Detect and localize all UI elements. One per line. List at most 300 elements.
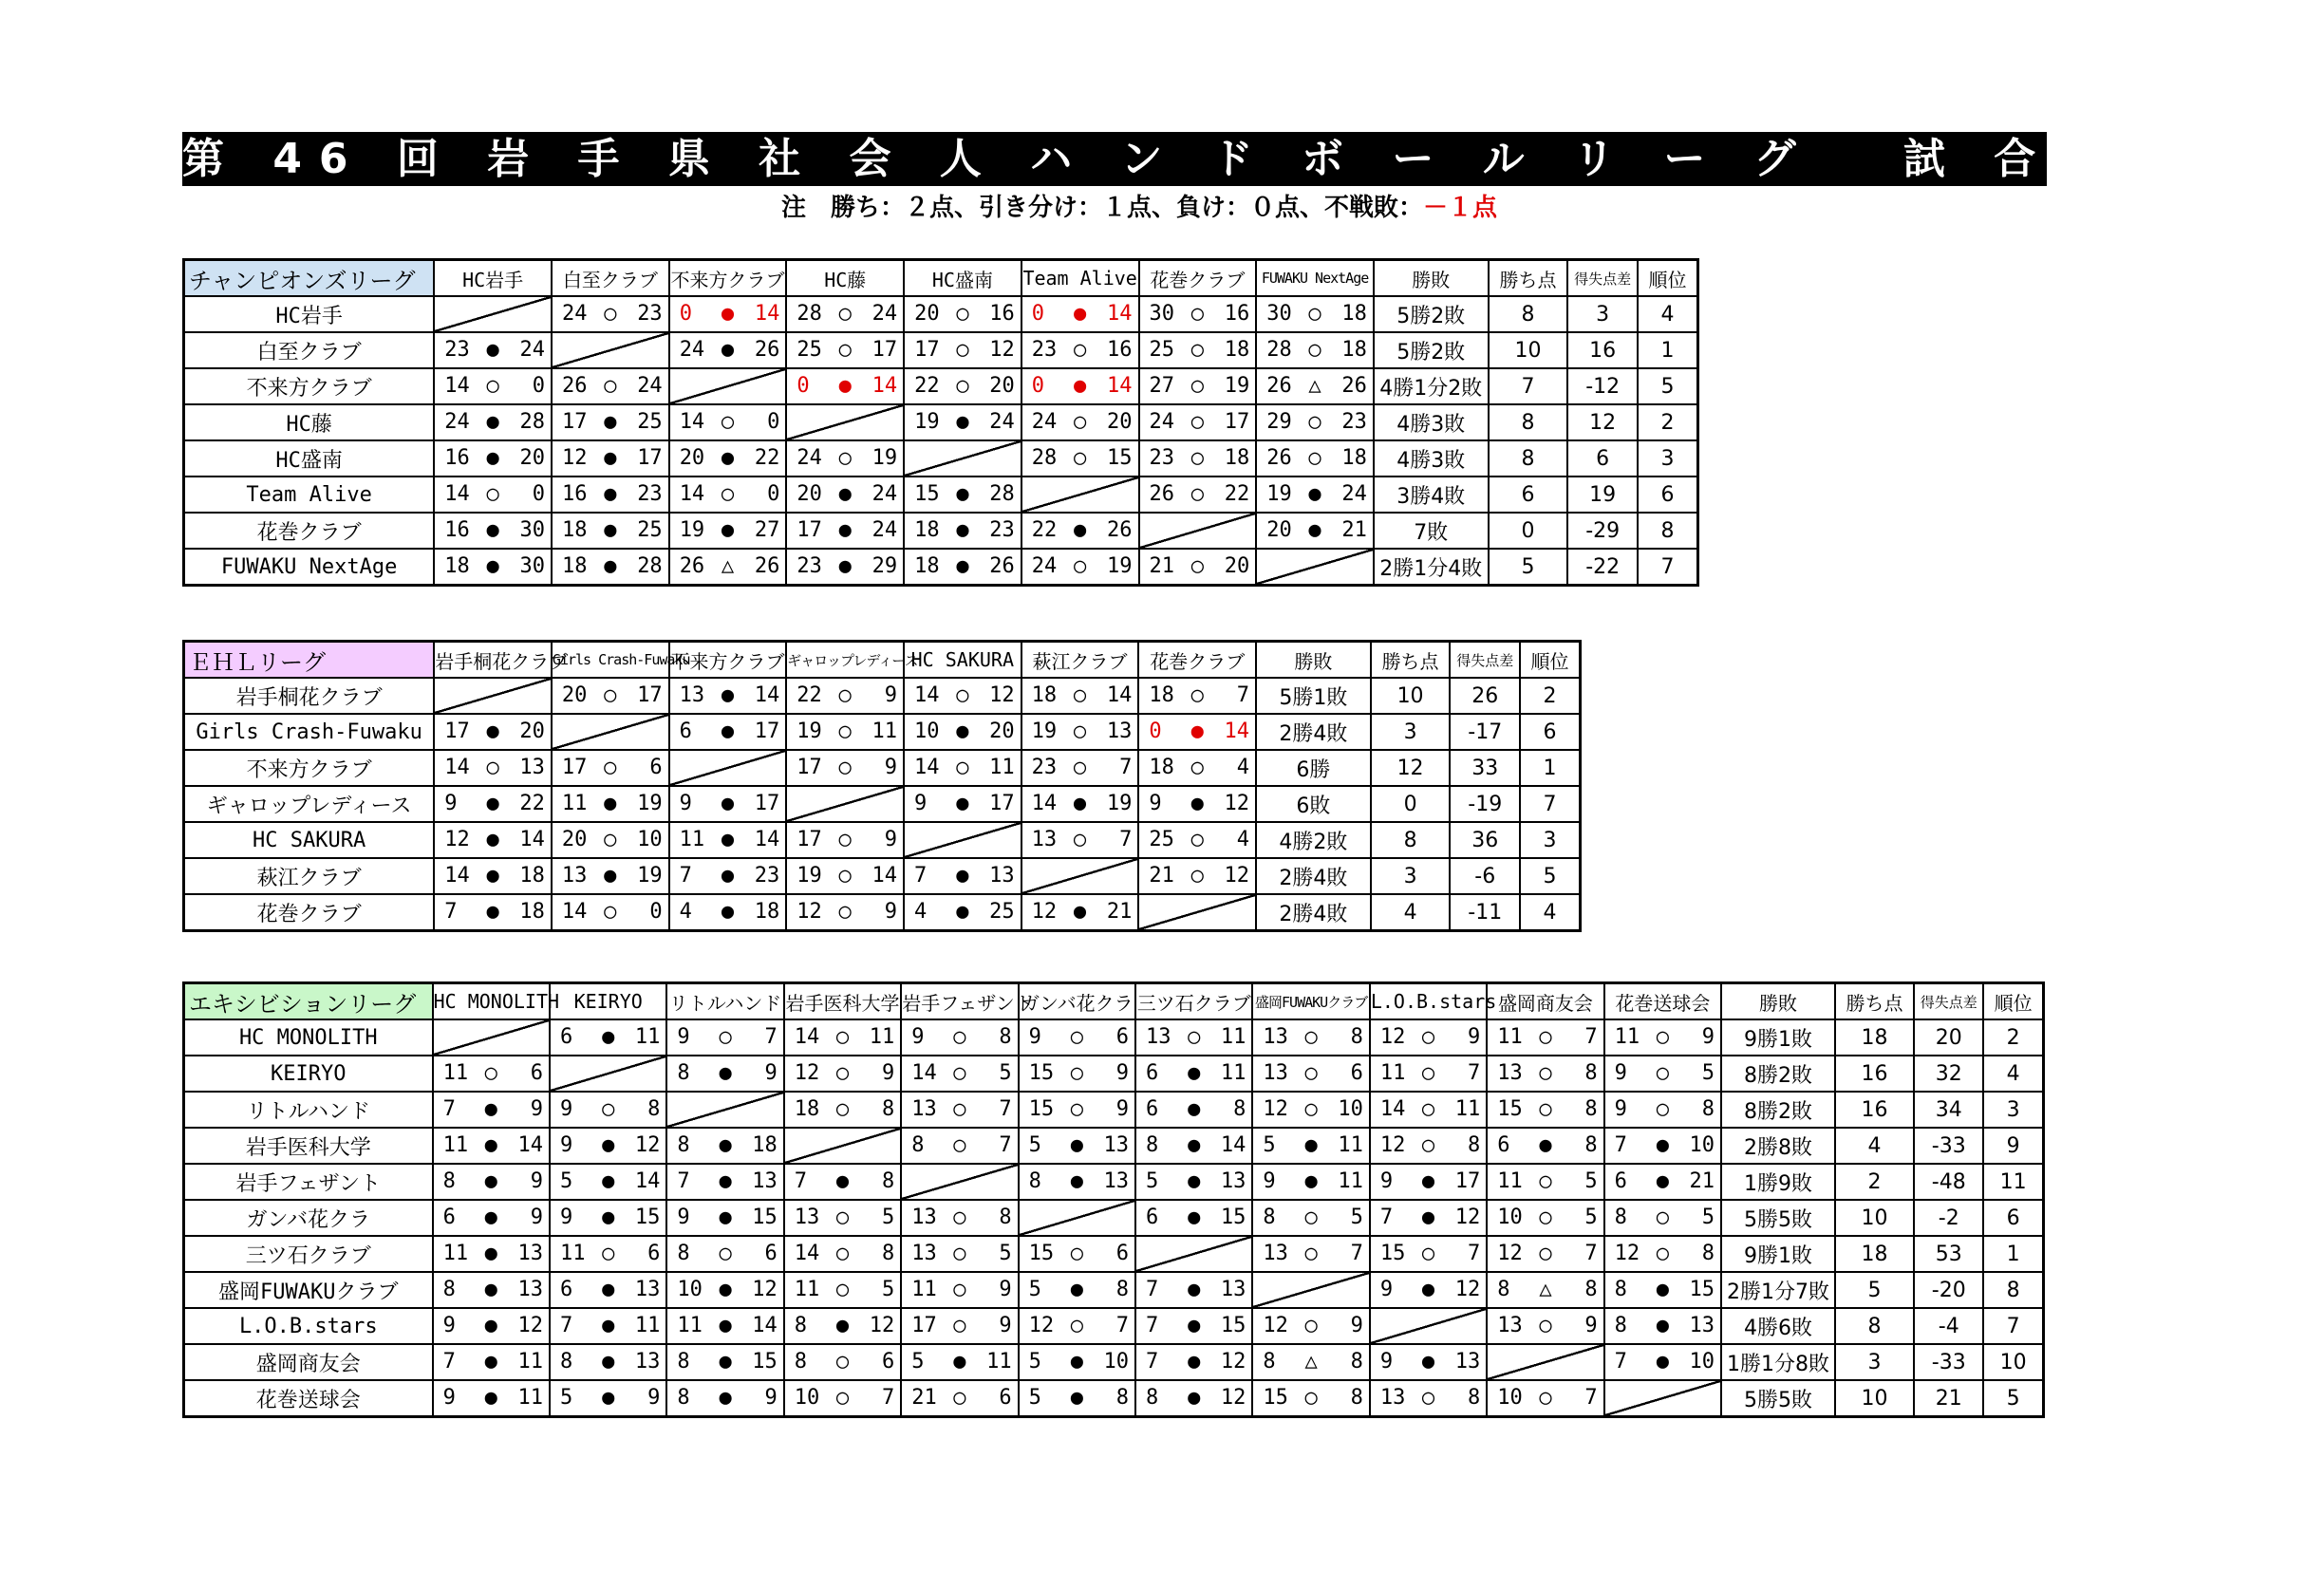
result-mark: ○	[1073, 756, 1087, 779]
score-own: 20	[679, 446, 705, 470]
row-team-name: 萩江クラブ	[184, 858, 435, 894]
score-opponent: 21	[1341, 518, 1367, 542]
match-result	[434, 368, 552, 404]
match-result	[904, 894, 1021, 931]
score-own: 9	[1379, 1278, 1394, 1301]
score-opponent: 20	[1107, 410, 1133, 434]
score-own: 9	[1263, 1169, 1276, 1193]
score-own: 14	[679, 410, 705, 434]
match-result	[1021, 750, 1139, 786]
match-result	[1256, 440, 1374, 477]
win-loss-record: 5勝2敗	[1374, 332, 1489, 368]
score-opponent: 14	[1106, 683, 1133, 707]
goal-difference: 36	[1450, 822, 1520, 858]
row-team-name: FUWAKU NextAge	[184, 549, 435, 586]
score-opponent: 13	[519, 756, 545, 779]
score-own: 0	[1031, 302, 1045, 326]
win-loss-record: 2勝4敗	[1256, 858, 1371, 894]
match-result	[784, 1092, 901, 1128]
score-opponent: 5	[1350, 1206, 1363, 1229]
match-result	[666, 1128, 783, 1164]
score-own: 5	[1263, 1133, 1276, 1157]
match-result	[786, 513, 904, 549]
points: 18	[1835, 1019, 1914, 1056]
result-mark: ○	[953, 1278, 966, 1301]
team-column-header: 花巻クラブ	[1138, 642, 1256, 679]
result-mark: ●	[1070, 1350, 1083, 1374]
score-own: 7	[677, 1169, 690, 1193]
team-row	[184, 477, 1698, 513]
result-mark: ●	[1188, 1169, 1201, 1193]
score-opponent: 13	[634, 1350, 661, 1374]
score-opponent: 5	[999, 1061, 1012, 1085]
result-mark: ●	[956, 554, 969, 578]
score-own: 10	[1497, 1386, 1523, 1410]
score-opponent: 11	[986, 1350, 1012, 1374]
result-mark: ●	[1074, 302, 1087, 326]
match-result	[904, 368, 1021, 404]
result-mark: ●	[602, 1025, 615, 1049]
score-opponent: 20	[989, 720, 1015, 743]
score-opponent: 24	[1341, 482, 1367, 506]
match-result	[552, 404, 669, 440]
team-row	[184, 1019, 2044, 1056]
team-row	[184, 1272, 2044, 1308]
match-result	[1135, 1056, 1252, 1092]
result-mark: ○	[835, 1097, 850, 1121]
score-opponent: 25	[637, 518, 663, 542]
score-own: 14	[444, 482, 470, 506]
result-mark: ●	[1188, 1314, 1201, 1337]
goal-difference: -33	[1914, 1344, 1983, 1380]
score-own: 8	[1146, 1386, 1159, 1410]
result-mark: ●	[486, 554, 499, 578]
win-loss-record: 4勝1分2敗	[1374, 368, 1489, 404]
score-opponent: 9	[1584, 1314, 1598, 1337]
match-result	[786, 332, 904, 368]
points: 0	[1489, 513, 1568, 549]
score-own: 8	[559, 1350, 573, 1374]
score-opponent: 9	[764, 1386, 778, 1410]
points: 10	[1489, 332, 1568, 368]
match-result	[1487, 1128, 1603, 1164]
match-result	[904, 858, 1021, 894]
score-own: 17	[444, 720, 470, 743]
score-own: 6	[679, 720, 692, 743]
self-match-cell	[1252, 1272, 1369, 1308]
match-result	[1604, 1236, 1721, 1272]
match-result	[1370, 1344, 1487, 1380]
score-own: 9	[913, 792, 928, 815]
score-opponent: 11	[1338, 1169, 1363, 1193]
score-opponent: 5	[881, 1206, 895, 1229]
match-result	[1135, 1019, 1252, 1056]
team-row	[184, 858, 1581, 894]
result-mark: ●	[838, 518, 852, 542]
score-opponent: 14	[1220, 1133, 1246, 1157]
league-name: エキシビションリーグ	[184, 983, 433, 1020]
points: 10	[1835, 1200, 1914, 1236]
win-loss-record: 4勝2敗	[1256, 822, 1371, 858]
match-result	[904, 714, 1021, 750]
match-result	[901, 1380, 1018, 1417]
score-own: 24	[679, 338, 705, 362]
team-column-header: HC SAKURA	[904, 642, 1021, 679]
score-opponent: 17	[637, 446, 663, 470]
team-column-header: Team Alive	[1021, 260, 1139, 297]
result-mark: ○	[835, 1061, 850, 1085]
score-opponent: 10	[1689, 1133, 1715, 1157]
score-opponent: 20	[519, 720, 545, 743]
score-opponent: 17	[754, 720, 780, 743]
match-result	[1370, 1380, 1487, 1417]
score-opponent: 14	[754, 302, 780, 326]
result-mark: ●	[719, 1133, 732, 1157]
score-opponent: 11	[1454, 1097, 1481, 1121]
score-own: 15	[1379, 1242, 1406, 1265]
score-own: 10	[913, 720, 940, 743]
row-team-name: 花巻クラブ	[184, 894, 435, 931]
result-mark: ○	[1190, 374, 1204, 398]
team-row	[184, 786, 1581, 822]
result-mark: ○	[1539, 1242, 1552, 1265]
result-mark: ○	[602, 1242, 615, 1265]
score-own: 12	[1379, 1025, 1406, 1049]
team-column-header: 盛岡FUWAKUクラブ	[1252, 983, 1369, 1020]
score-own: 5	[1146, 1169, 1159, 1193]
stat-column-header: 勝敗	[1721, 983, 1835, 1020]
match-result	[1604, 1056, 1721, 1092]
champions-league-table	[182, 258, 1699, 587]
team-row	[184, 1200, 2044, 1236]
match-result	[786, 822, 904, 858]
score-opponent: 10	[637, 828, 663, 851]
match-result	[1138, 822, 1256, 858]
score-opponent: 23	[989, 518, 1015, 542]
score-opponent: 8	[1115, 1386, 1130, 1410]
match-result	[669, 440, 787, 477]
result-mark: ○	[719, 1025, 732, 1049]
result-mark: ●	[953, 1350, 966, 1374]
score-opponent: 17	[637, 683, 663, 707]
match-result	[552, 750, 669, 786]
result-mark: ○	[838, 338, 852, 362]
score-own: 9	[911, 1025, 925, 1049]
score-own: 17	[561, 410, 588, 434]
result-mark: ●	[486, 446, 499, 470]
points: 12	[1371, 750, 1451, 786]
score-own: 7	[559, 1314, 573, 1337]
score-opponent: 7	[1467, 1242, 1481, 1265]
match-result	[1252, 1380, 1369, 1417]
match-result	[1021, 786, 1139, 822]
score-own: 13	[911, 1206, 937, 1229]
score-opponent: 7	[999, 1133, 1012, 1157]
score-own: 15	[1028, 1242, 1055, 1265]
score-own: 5	[559, 1386, 573, 1410]
result-mark: ●	[602, 1350, 615, 1374]
match-result	[433, 1056, 550, 1092]
goal-difference: 34	[1914, 1092, 1983, 1128]
match-result	[1487, 1236, 1603, 1272]
result-mark: ○	[1304, 1061, 1318, 1085]
row-team-name: ギャロップレディース	[184, 786, 435, 822]
result-mark: ○	[1539, 1386, 1552, 1410]
score-opponent: 15	[1107, 446, 1133, 470]
match-result	[786, 714, 904, 750]
result-mark: ○	[953, 1133, 966, 1157]
score-opponent: 7	[1115, 1314, 1130, 1337]
score-opponent: 12	[1220, 1386, 1246, 1410]
goal-difference: -19	[1450, 786, 1520, 822]
points: 8	[1835, 1308, 1914, 1344]
match-result	[904, 296, 1021, 332]
score-opponent: 6	[1350, 1061, 1363, 1085]
score-own: 23	[444, 338, 470, 362]
result-mark: ○	[1070, 1242, 1083, 1265]
self-match-cell	[1021, 858, 1139, 894]
score-opponent: 14	[754, 828, 780, 851]
match-result	[1370, 1200, 1487, 1236]
score-opponent: 18	[1224, 446, 1250, 470]
score-own: 26	[1266, 446, 1292, 470]
score-own: 12	[794, 1061, 820, 1085]
score-opponent: 20	[519, 446, 545, 470]
result-mark: ○	[953, 1025, 966, 1049]
self-match-cell	[904, 822, 1021, 858]
score-own: 8	[677, 1061, 690, 1085]
result-mark: ●	[484, 1278, 497, 1301]
score-own: 0	[1149, 720, 1162, 743]
points: 10	[1371, 678, 1451, 714]
team-row	[184, 894, 1581, 931]
result-mark: ●	[1656, 1350, 1669, 1374]
row-team-name: 花巻送球会	[184, 1380, 433, 1417]
score-opponent: 13	[989, 864, 1015, 888]
match-result	[1604, 1344, 1721, 1380]
score-own: 10	[794, 1386, 820, 1410]
result-mark: ●	[1308, 518, 1321, 542]
score-own: 6	[1146, 1097, 1159, 1121]
result-mark: ●	[719, 1386, 732, 1410]
scoring-note-text: 注 勝ち：２点、引き分け：１点、負け：０点、不戦敗：	[780, 194, 1423, 222]
match-result	[904, 549, 1021, 586]
rank: 11	[1983, 1164, 2043, 1200]
row-team-name: 不来方クラブ	[184, 750, 435, 786]
result-mark: ○	[1539, 1097, 1552, 1121]
score-own: 4	[679, 900, 692, 924]
match-result	[666, 1236, 783, 1272]
match-result	[1604, 1128, 1721, 1164]
team-column-header: L.O.B.stars	[1370, 983, 1487, 1020]
result-mark: ●	[719, 1314, 732, 1337]
row-team-name: 白至クラブ	[184, 332, 435, 368]
rank: 6	[1983, 1200, 2043, 1236]
points: 8	[1371, 822, 1451, 858]
goal-difference: -6	[1450, 858, 1520, 894]
points: 7	[1489, 368, 1568, 404]
points: 18	[1835, 1236, 1914, 1272]
match-result	[666, 1380, 783, 1417]
score-own: 6	[442, 1206, 456, 1229]
score-own: 5	[1028, 1278, 1041, 1301]
score-own: 24	[1031, 554, 1058, 578]
score-opponent: 29	[872, 554, 898, 578]
score-own: 9	[442, 1386, 456, 1410]
result-mark: ○	[953, 1386, 966, 1410]
score-opponent: 6	[649, 756, 663, 779]
result-mark: ○	[1190, 410, 1204, 434]
score-opponent: 14	[517, 1133, 543, 1157]
score-own: 11	[1497, 1169, 1523, 1193]
self-match-cell	[1021, 477, 1139, 513]
match-result	[669, 786, 787, 822]
result-mark: ●	[484, 1169, 497, 1193]
self-match-cell	[669, 750, 787, 786]
score-own: 13	[794, 1206, 820, 1229]
score-opponent: 14	[872, 374, 898, 398]
result-mark: ○	[1304, 1242, 1318, 1265]
result-mark: ○	[956, 374, 969, 398]
self-match-cell	[552, 714, 669, 750]
result-mark: ●	[1421, 1278, 1435, 1301]
result-mark: ○	[835, 1386, 850, 1410]
match-result	[1252, 1092, 1369, 1128]
rank: 8	[1638, 513, 1698, 549]
score-own: 17	[797, 518, 822, 542]
score-opponent: 9	[999, 1278, 1012, 1301]
score-opponent: 8	[1584, 1061, 1598, 1085]
result-mark: ●	[1304, 1169, 1318, 1193]
win-loss-record: 7敗	[1374, 513, 1489, 549]
score-opponent: 12	[989, 683, 1015, 707]
score-opponent: 26	[1107, 518, 1133, 542]
row-team-name: Team Alive	[184, 477, 435, 513]
score-own: 7	[794, 1169, 808, 1193]
score-own: 13	[911, 1097, 937, 1121]
team-column-header: HC MONOLITH	[433, 983, 550, 1020]
goal-difference: -33	[1914, 1128, 1983, 1164]
match-result	[1370, 1164, 1487, 1200]
team-column-header: 花巻クラブ	[1139, 260, 1257, 297]
score-own: 7	[1146, 1314, 1159, 1337]
team-column-header: 不来方クラブ	[669, 260, 787, 297]
match-result	[786, 894, 904, 931]
result-mark: ●	[721, 828, 735, 851]
team-column-header: KEIRYO	[550, 983, 666, 1020]
result-mark: ●	[604, 518, 617, 542]
score-opponent: 13	[1689, 1314, 1715, 1337]
match-result	[904, 404, 1021, 440]
score-own: 26	[1266, 374, 1292, 398]
score-opponent: 15	[634, 1206, 661, 1229]
score-opponent: 8	[1115, 1278, 1130, 1301]
score-opponent: 11	[634, 1314, 661, 1337]
result-mark: ○	[835, 1350, 850, 1374]
result-mark: ○	[835, 1242, 850, 1265]
match-result	[433, 1380, 550, 1417]
score-opponent: 12	[1224, 864, 1250, 888]
score-opponent: 8	[1701, 1242, 1715, 1265]
score-opponent: 15	[752, 1350, 778, 1374]
result-mark: ●	[604, 554, 617, 578]
match-result	[434, 858, 552, 894]
row-team-name: Girls Crash-Fuwaku	[184, 714, 435, 750]
result-mark: ●	[604, 792, 617, 815]
rank: 3	[1638, 440, 1698, 477]
result-mark: ●	[719, 1278, 732, 1301]
result-mark: ○	[1308, 302, 1321, 326]
score-opponent: 7	[1119, 756, 1133, 779]
self-match-cell	[1370, 1308, 1487, 1344]
win-loss-record: 2勝4敗	[1256, 894, 1371, 931]
result-mark: ○	[1070, 1061, 1083, 1085]
result-mark: ○	[1190, 302, 1204, 326]
score-own: 24	[561, 302, 588, 326]
score-own: 29	[1266, 410, 1292, 434]
rank: 7	[1638, 549, 1698, 586]
score-own: 6	[559, 1025, 573, 1049]
rank: 7	[1983, 1308, 2043, 1344]
score-opponent: 9	[530, 1169, 543, 1193]
match-result	[666, 1056, 783, 1092]
league-name: チャンピオンズリーグ	[184, 260, 435, 297]
result-mark: △	[1304, 1350, 1318, 1374]
points: 8	[1489, 404, 1568, 440]
match-result	[433, 1236, 550, 1272]
match-result	[1252, 1200, 1369, 1236]
score-own: 8	[1028, 1169, 1041, 1193]
result-mark: ●	[835, 1314, 850, 1337]
score-own: 0	[679, 302, 692, 326]
score-own: 14	[911, 1061, 937, 1085]
match-result	[904, 513, 1021, 549]
score-own: 17	[914, 338, 940, 362]
result-mark: ●	[721, 446, 735, 470]
score-own: 11	[911, 1278, 937, 1301]
team-row	[184, 332, 1698, 368]
result-mark: ○	[1070, 1314, 1083, 1337]
row-team-name: HC盛南	[184, 440, 435, 477]
result-mark: ○	[721, 482, 735, 506]
match-result	[669, 822, 787, 858]
page-title: 第 46 回 岩 手 県 社 会 人 ハ ン ド ボ ー ル リ ー グ 試 合 結 果 表	[182, 132, 2047, 186]
match-result	[901, 1019, 1018, 1056]
result-mark: ●	[1188, 1097, 1201, 1121]
score-own: 18	[1031, 683, 1058, 707]
match-result	[1252, 1056, 1369, 1092]
score-opponent: 26	[754, 338, 780, 362]
match-result	[1252, 1128, 1369, 1164]
rank: 1	[1638, 332, 1698, 368]
score-own: 15	[1263, 1386, 1288, 1410]
result-mark: ○	[1073, 828, 1087, 851]
score-own: 24	[797, 446, 822, 470]
team-column-header: 岩手桐花クラブ	[434, 642, 552, 679]
match-result	[550, 1092, 666, 1128]
result-mark: ○	[604, 683, 617, 707]
result-mark: ●	[1421, 1206, 1435, 1229]
match-result	[1021, 678, 1139, 714]
result-mark: ●	[602, 1206, 615, 1229]
match-result	[552, 477, 669, 513]
result-mark: ●	[1656, 1133, 1669, 1157]
goal-difference: -22	[1567, 549, 1638, 586]
result-mark: ○	[1190, 683, 1204, 707]
match-result	[552, 513, 669, 549]
result-mark: ○	[602, 1097, 615, 1121]
row-team-name: HC MONOLITH	[184, 1019, 433, 1056]
